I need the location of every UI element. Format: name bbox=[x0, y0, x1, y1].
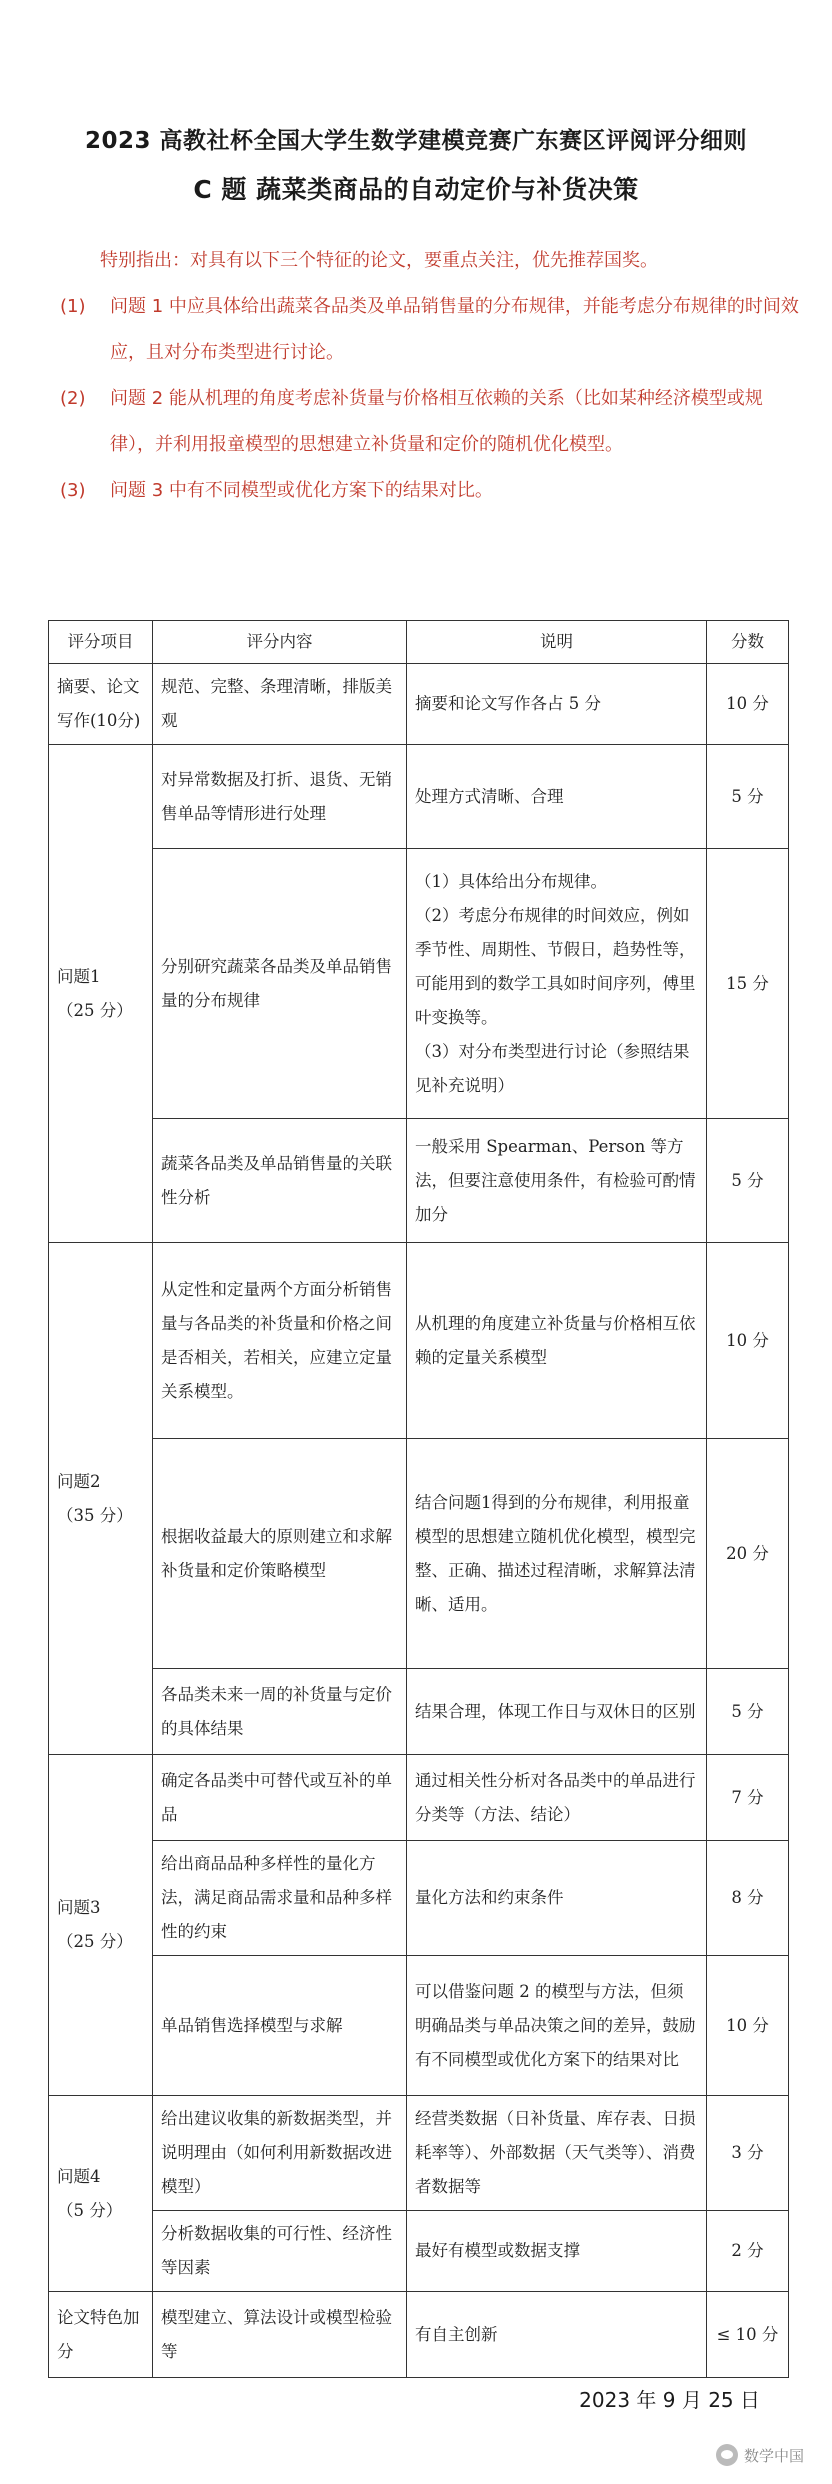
table-header-row bbox=[49, 621, 789, 664]
table-row bbox=[49, 745, 789, 849]
item-cell: 论文特色加分 bbox=[49, 2292, 153, 2378]
table-row bbox=[49, 1119, 789, 1243]
content-cell: 分析数据收集的可行性、经济性等因素 bbox=[153, 2211, 407, 2292]
score-cell: 2 分 bbox=[707, 2211, 789, 2292]
desc-cell: 可以借鉴问题 2 的模型与方法，但须明确品类与单品决策之间的差异，鼓励有不同模型或优化方案下的结果对比 bbox=[407, 1956, 707, 2096]
content-cell: 根据收益最大的原则建立和求解补货量和定价策略模型 bbox=[153, 1439, 407, 1669]
score-cell: 3 分 bbox=[707, 2096, 789, 2211]
score-cell: 20 分 bbox=[707, 1439, 789, 1669]
desc-cell: 结果合理，体现工作日与双休日的区别 bbox=[407, 1669, 707, 1755]
table-row bbox=[49, 1669, 789, 1755]
desc-cell: 结合问题1得到的分布规律，利用报童模型的思想建立随机优化模型，模型完整、正确、描述过程清晰，求解算法清晰、适用。 bbox=[407, 1439, 707, 1669]
notice-intro: 特别指出：对具有以下三个特征的论文，要重点关注，优先推荐国奖。 bbox=[100, 250, 658, 271]
wechat-icon bbox=[716, 2444, 738, 2466]
desc-cell: 最好有模型或数据支撑 bbox=[407, 2211, 707, 2292]
header-cell: 分数 bbox=[707, 621, 789, 664]
desc-cell: 通过相关性分析对各品类中的单品进行分类等（方法、结论） bbox=[407, 1755, 707, 1841]
table-row bbox=[49, 664, 789, 745]
desc-cell: （1）具体给出分布规律。 （2）考虑分布规律的时间效应，例如季节性、周期性、节假日，趋势性等，可能用到的数学工具如时间序列，傅里叶变换等。 （3）对分布类型进行讨论（参照结果见补充说明） bbox=[407, 849, 707, 1119]
item-cell: 问题2 （35 分） bbox=[49, 1243, 153, 1755]
table-row bbox=[49, 2096, 789, 2211]
content-cell: 分别研究蔬菜各品类及单品销售量的分布规律 bbox=[153, 849, 407, 1119]
header-cell: 说明 bbox=[407, 621, 707, 664]
score-cell: 5 分 bbox=[707, 1119, 789, 1243]
item-cell: 问题3 （25 分） bbox=[49, 1755, 153, 2096]
problem-title: C 题 蔬菜类商品的自动定价与补货决策 bbox=[193, 175, 639, 204]
content-cell: 各品类未来一周的补货量与定价的具体结果 bbox=[153, 1669, 407, 1755]
item-cell: 问题1 （25 分） bbox=[49, 745, 153, 1243]
desc-cell: 一般采用 Spearman、Person 等方法，但要注意使用条件，有检验可酌情加分 bbox=[407, 1119, 707, 1243]
score-cell: 10 分 bbox=[707, 664, 789, 745]
desc-cell: 摘要和论文写作各占 5 分 bbox=[407, 664, 707, 745]
score-cell: 5 分 bbox=[707, 745, 789, 849]
watermark bbox=[716, 2444, 804, 2466]
content-cell: 确定各品类中可替代或互补的单品 bbox=[153, 1755, 407, 1841]
header-cell: 评分内容 bbox=[153, 621, 407, 664]
content-cell: 给出商品品种多样性的量化方法，满足商品需求量和品种多样性的约束 bbox=[153, 1841, 407, 1956]
score-cell: ≤ 10 分 bbox=[707, 2292, 789, 2378]
desc-cell: 从机理的角度建立补货量与价格相互依赖的定量关系模型 bbox=[407, 1243, 707, 1439]
notice-item: (3) 问题 3 中有不同模型或优化方案下的结果对比。 bbox=[60, 480, 493, 501]
desc-cell: 处理方式清晰、合理 bbox=[407, 745, 707, 849]
table-row bbox=[49, 2292, 789, 2378]
content-cell: 单品销售选择模型与求解 bbox=[153, 1956, 407, 2096]
notice-item: (1) 问题 1 中应具体给出蔬菜各品类及单品销售量的分布规律，并能考虑分布规律的时间效应，且对分布类型进行讨论。 bbox=[60, 296, 799, 363]
table-row bbox=[49, 2211, 789, 2292]
content-cell: 从定性和定量两个方面分析销售量与各品类的补货量和价格之间是否相关，若相关，应建立定量关系模型。 bbox=[153, 1243, 407, 1439]
content-cell: 规范、完整、条理清晰，排版美观 bbox=[153, 664, 407, 745]
score-cell: 5 分 bbox=[707, 1669, 789, 1755]
item-cell: 问题4 （5 分） bbox=[49, 2096, 153, 2292]
table-row bbox=[49, 1439, 789, 1669]
desc-cell: 有自主创新 bbox=[407, 2292, 707, 2378]
header-cell: 评分项目 bbox=[49, 621, 153, 664]
table-row bbox=[49, 1243, 789, 1439]
table-row bbox=[49, 1755, 789, 1841]
content-cell: 模型建立、算法设计或模型检验等 bbox=[153, 2292, 407, 2378]
item-cell: 摘要、论文写作(10分) bbox=[49, 664, 153, 745]
desc-cell: 量化方法和约束条件 bbox=[407, 1841, 707, 1956]
table-row bbox=[49, 1841, 789, 1956]
content-cell: 蔬菜各品类及单品销售量的关联性分析 bbox=[153, 1119, 407, 1243]
content-cell: 给出建议收集的新数据类型，并说明理由（如何利用新数据改进模型） bbox=[153, 2096, 407, 2211]
table-row bbox=[49, 849, 789, 1119]
content-cell: 对异常数据及打折、退货、无销售单品等情形进行处理 bbox=[153, 745, 407, 849]
document-date: 2023 年 9 月 25 日 bbox=[579, 2388, 760, 2412]
score-cell: 7 分 bbox=[707, 1755, 789, 1841]
score-cell: 10 分 bbox=[707, 1243, 789, 1439]
scoring-table bbox=[48, 620, 789, 2378]
desc-cell: 经营类数据（日补货量、库存表、日损耗率等）、外部数据（天气类等）、消费者数据等 bbox=[407, 2096, 707, 2211]
score-cell: 15 分 bbox=[707, 849, 789, 1119]
page-title: 2023 高教社杯全国大学生数学建模竞赛广东赛区评阅评分细则 bbox=[84, 128, 748, 154]
special-notice bbox=[60, 238, 800, 514]
notice-item: (2) 问题 2 能从机理的角度考虑补货量与价格相互依赖的关系（比如某种经济模型或规律），并利用报童模型的思想建立补货量和定价的随机优化模型。 bbox=[60, 388, 763, 455]
watermark-text: 数学中国 bbox=[743, 2446, 804, 2465]
table-row bbox=[49, 1956, 789, 2096]
score-cell: 8 分 bbox=[707, 1841, 789, 1956]
score-cell: 10 分 bbox=[707, 1956, 789, 2096]
